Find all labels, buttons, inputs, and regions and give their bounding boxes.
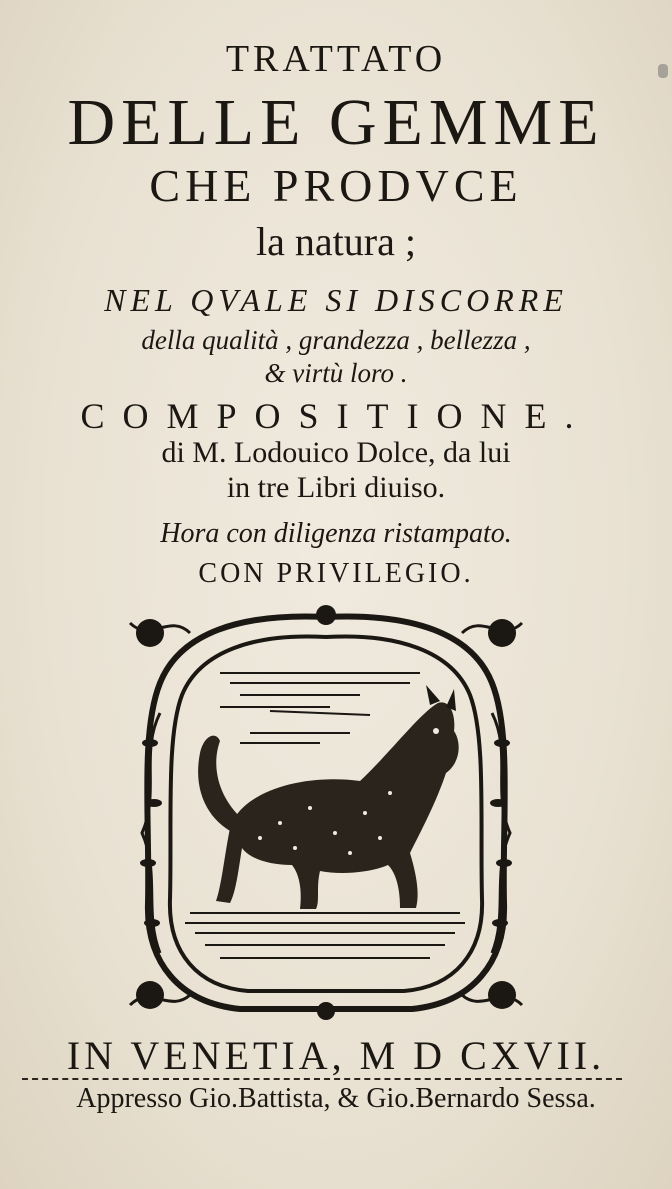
title-line-delle-gemme: DELLE GEMME <box>67 86 605 159</box>
composition-line: COMPOSITIONE. <box>80 396 592 436</box>
subtitle-line-qualita: della qualità , grandezza , bellezza , <box>141 325 531 355</box>
place-and-date: IN VENETIA, M D CXVII. <box>66 1033 606 1078</box>
author-line: di M. Lodouico Dolce, da lui <box>161 436 511 469</box>
printer-imprint: Appresso Gio.Battista, & Gio.Bernardo Sessa. <box>76 1083 596 1114</box>
paper-blemish <box>658 64 668 78</box>
title-line-che-produce: CHE PRODVCE <box>149 160 523 211</box>
privilege-line: CON PRIVILEGIO. <box>198 558 474 589</box>
subtitle-line-nel-quale: NEL QVALE SI DISCORRE <box>104 282 568 318</box>
reprint-line: Hora con diligenza ristampato. <box>160 518 512 549</box>
title-line-la-natura: la natura ; <box>256 219 416 264</box>
subtitle-line-virtu: & virtù loro . <box>264 358 408 388</box>
lynx-printer-device-icon <box>120 603 532 1023</box>
books-line: in tre Libri diuiso. <box>226 471 446 504</box>
title-line-trattato: TRATTATO <box>225 38 447 80</box>
divider-rule <box>22 1078 622 1080</box>
